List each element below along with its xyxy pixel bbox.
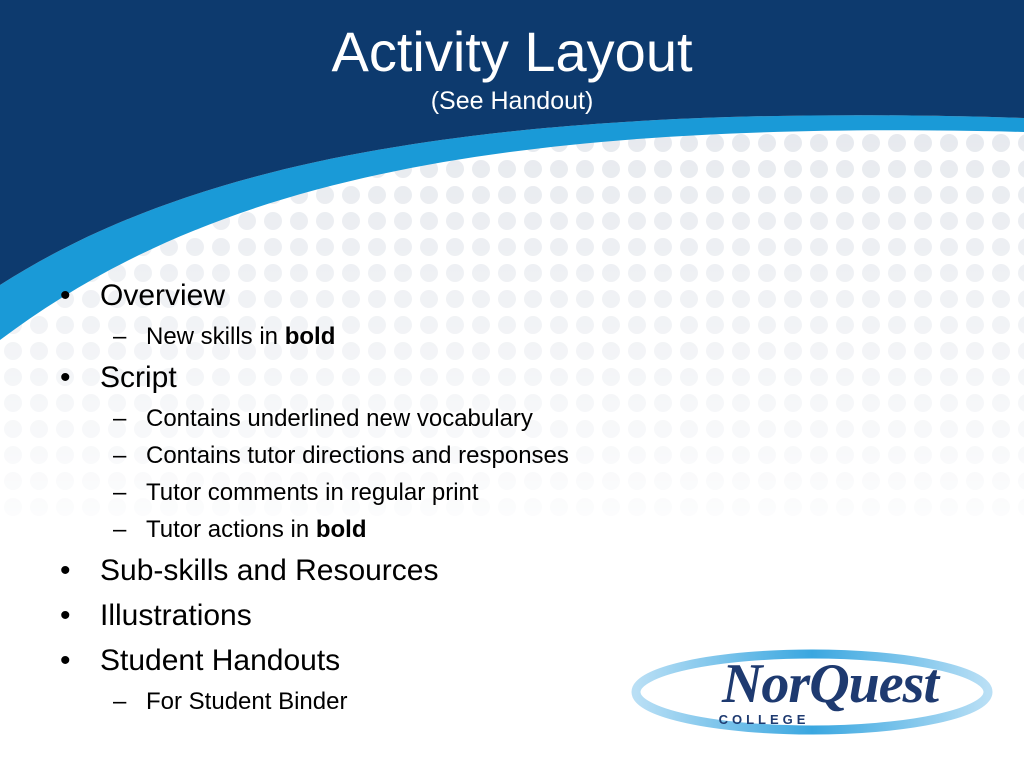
bullet-marker: •: [60, 279, 71, 312]
bullet-marker: •: [60, 554, 71, 587]
bullet-marker: •: [60, 644, 71, 677]
bullet-text: Sub-skills and Resources: [100, 554, 439, 587]
logo-wordmark: NorQuest: [721, 653, 939, 715]
dash-marker: –: [113, 479, 127, 506]
bullet-item: [0, 277, 900, 315]
sub-bullet-item: [0, 322, 900, 352]
logo-subtitle: COLLEGE: [718, 712, 810, 727]
title-block: [0, 18, 1024, 116]
dash-marker: –: [113, 688, 127, 715]
sub-bullet-text: New skills in: [146, 323, 285, 350]
bullet-item: [0, 552, 900, 590]
sub-bullet-text: Tutor comments in regular print: [146, 479, 479, 506]
dash-marker: –: [113, 442, 127, 469]
bullet-text: Student Handouts: [100, 644, 341, 677]
sub-bullet-text: For Student Binder: [146, 688, 348, 715]
bullet-text: Illustrations: [100, 599, 252, 632]
bullet-marker: •: [60, 361, 71, 394]
bullet-marker: •: [60, 599, 71, 632]
bullet-item: [0, 359, 900, 397]
slide-subtitle: (See Handout): [430, 87, 594, 115]
norquest-college-logo: [630, 640, 1000, 750]
sub-bullet-item: [0, 515, 900, 545]
bullet-text: Script: [100, 361, 177, 394]
sub-bullet-item: [0, 478, 900, 508]
dash-marker: –: [113, 323, 127, 350]
sub-bullet-item: [0, 441, 900, 471]
bullet-item: [0, 597, 900, 635]
dash-marker: –: [113, 405, 127, 432]
sub-bullet-bold-text: bold: [284, 323, 336, 350]
sub-bullet-item: [0, 404, 900, 434]
sub-bullet-text: Contains underlined new vocabulary: [146, 405, 533, 432]
sub-bullet-bold-text: bold: [315, 516, 367, 543]
slide-title: Activity Layout: [331, 20, 693, 83]
dash-marker: –: [113, 516, 127, 543]
sub-bullet-text: Contains tutor directions and responses: [146, 442, 569, 469]
bullet-text: Overview: [100, 279, 226, 312]
sub-bullet-text: Tutor actions in: [146, 516, 316, 543]
